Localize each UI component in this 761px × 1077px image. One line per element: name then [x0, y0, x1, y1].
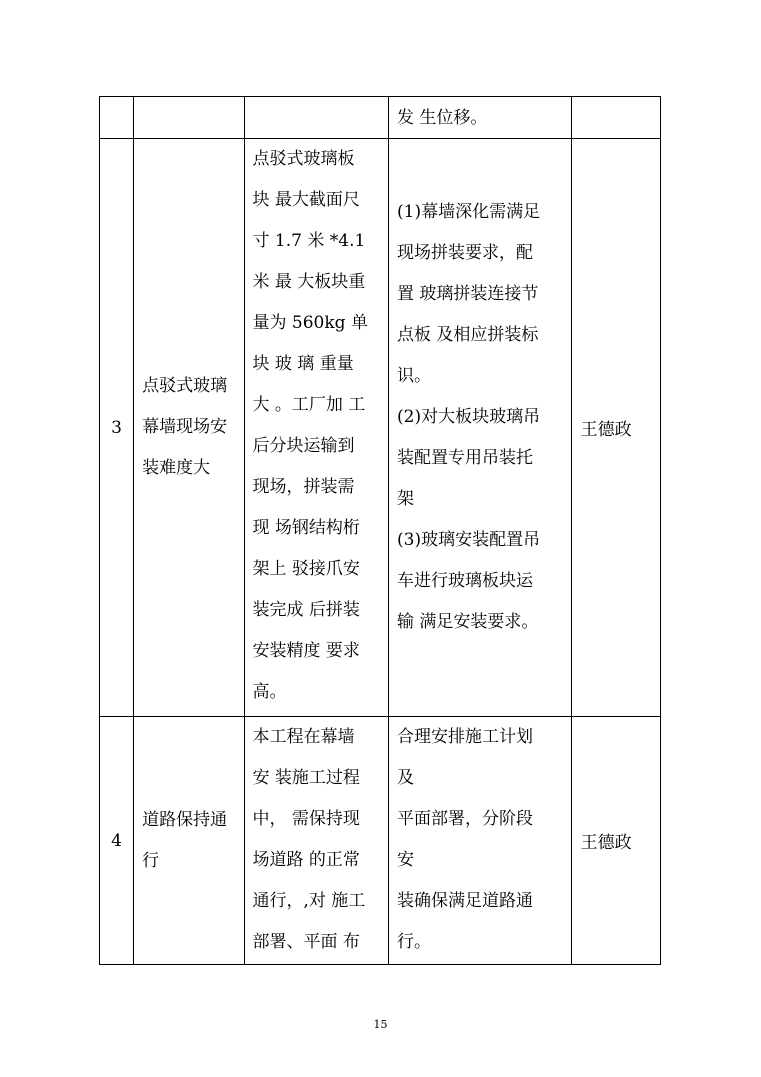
cell-owner: [571, 139, 660, 717]
cell-measure: [389, 139, 572, 717]
measure-line: 发 生位移。: [397, 107, 488, 128]
desc-line: 装完成 后拼装: [252, 600, 360, 620]
desc-line: 块 最大截面尺: [252, 190, 360, 210]
row-number: 4: [111, 830, 122, 851]
desc-line: 本工程在幕墙: [252, 727, 355, 747]
desc-line: 点驳式玻璃板: [252, 149, 355, 169]
risk-line: 幕墙现场安: [142, 417, 228, 437]
desc-line: 场道路 的正常: [252, 850, 360, 870]
measure-line: 安: [397, 850, 414, 870]
cell-measure: [389, 97, 572, 139]
measure-line: 架: [397, 489, 414, 509]
cell-desc: [244, 139, 389, 717]
row-number: 3: [111, 417, 122, 438]
desc-line: 架上 驳接爪安: [252, 559, 360, 579]
cell-no: [100, 139, 134, 717]
measure-line: (3)玻璃安装配置吊: [397, 530, 541, 550]
desc-line: 通行，,对 施工: [252, 891, 366, 911]
table-row-3: [100, 139, 661, 717]
desc-line: 部署、平面 布: [252, 932, 360, 952]
measure-line: 及: [397, 768, 414, 788]
desc-line: 现 场钢结构桁: [252, 518, 360, 538]
desc-line: 大 。工厂加 工: [252, 395, 366, 415]
page-number: 15: [373, 1018, 388, 1031]
owner-name: 王德政: [580, 833, 632, 853]
measure-line: 点板 及相应拼装标: [397, 325, 539, 345]
cell-risk: [134, 139, 244, 717]
cell-owner: [571, 97, 660, 139]
desc-line: 高。: [252, 682, 287, 702]
measure-line: 输 满足安装要求。: [397, 612, 539, 632]
cell-measure: [389, 717, 572, 965]
risk-line: 行: [142, 850, 160, 871]
measure-line: (1)幕墙深化需满足: [397, 202, 541, 222]
table-row-4: [100, 717, 661, 965]
desc-line: 安 装施工过程: [252, 768, 360, 788]
risk-line: 道路保持通: [142, 809, 228, 830]
measure-line: 识。: [397, 366, 431, 386]
measure-line: 装配置专用吊装托: [397, 448, 533, 468]
cell-no: [100, 717, 134, 965]
measure-line: 合理安排施工计划: [397, 727, 533, 747]
measure-line: 置 玻璃拼装连接节: [397, 284, 539, 304]
desc-line: 米 最 大板块重: [252, 272, 366, 292]
cell-owner: [571, 717, 660, 965]
desc-line: 量为 560kg 单: [252, 313, 368, 333]
owner-name: 王德政: [580, 420, 632, 440]
risk-line: 装难度大: [142, 458, 211, 478]
desc-line: 寸 1.7 米 *4.1: [252, 231, 366, 251]
cell-risk: [134, 717, 244, 965]
cell-risk: [134, 97, 244, 139]
measure-line: 车进行玻璃板块运: [397, 571, 533, 591]
measure-line: (2)对大板块玻璃吊: [397, 407, 541, 427]
table-row-continued: [100, 97, 661, 139]
desc-line: 中， 需保持现: [252, 809, 360, 829]
measure-line: 现场拼装要求，配: [397, 243, 533, 263]
risk-line: 点驳式玻璃: [142, 376, 228, 396]
desc-line: 现场，拼装需: [252, 477, 355, 497]
desc-line: 后分块运输到: [252, 436, 355, 456]
measure-line: 装确保满足道路通: [397, 891, 533, 911]
measure-line: 行。: [397, 932, 431, 952]
cell-desc: [244, 717, 389, 965]
desc-line: 块 玻 璃 重量: [252, 354, 354, 374]
cell-desc: [244, 97, 389, 139]
cell-no: [100, 97, 134, 139]
measure-line: 平面部署，分阶段: [397, 809, 533, 829]
risk-table: [99, 96, 661, 965]
desc-line: 安装精度 要求: [252, 641, 360, 661]
